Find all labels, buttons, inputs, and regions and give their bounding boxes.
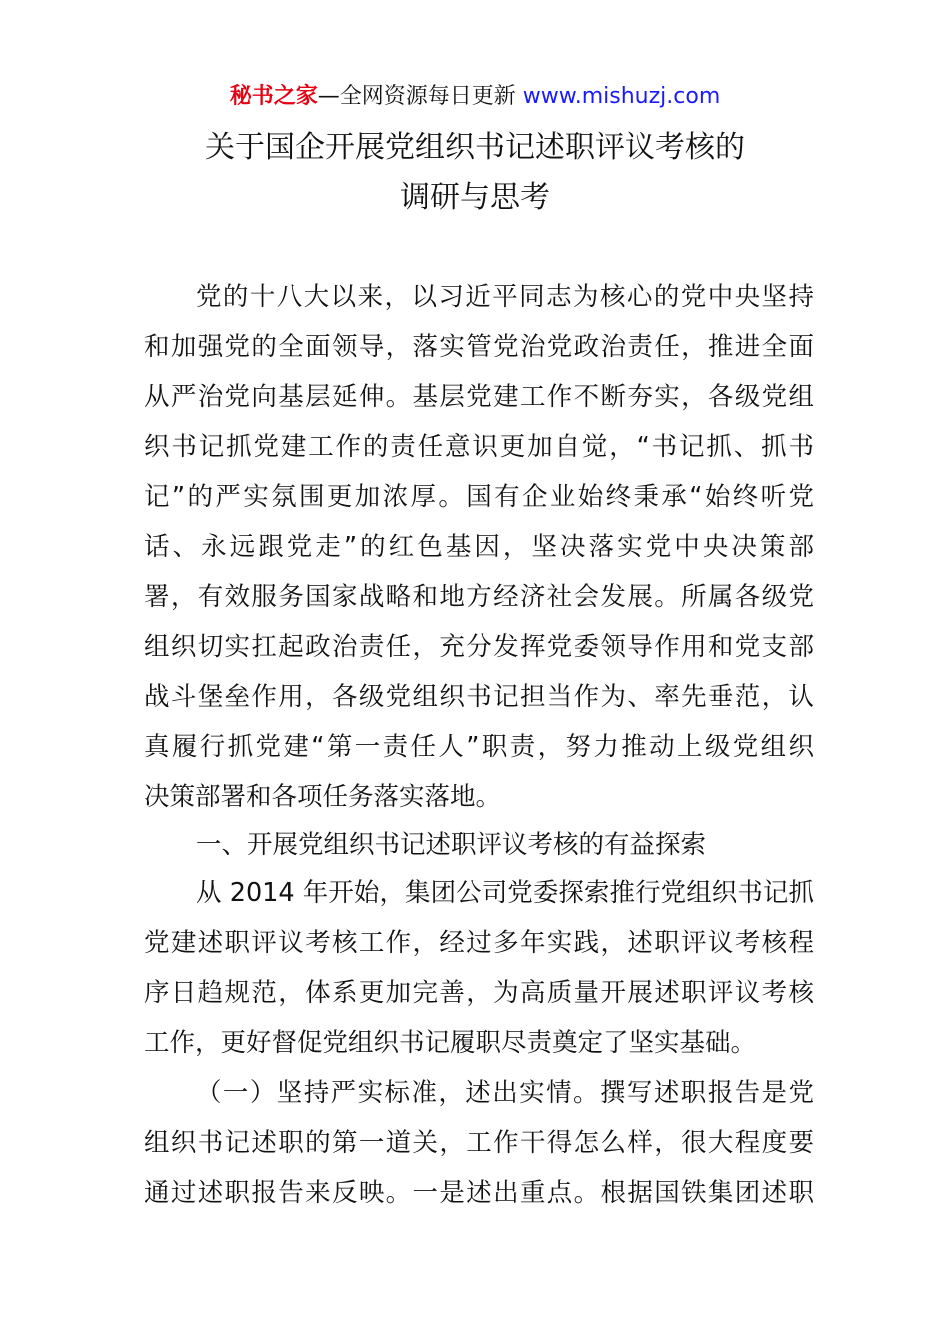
section-heading: 一、开展党组织书记述职评议考核的有益探索 bbox=[196, 830, 707, 860]
body-line: 从 2014 年开始，集团公司党委探索推行党组织书记抓 bbox=[196, 878, 814, 908]
body-line: 序日趋规范，体系更加完善，为高质量开展述职评议考核 bbox=[144, 978, 814, 1008]
body-line: 决策部署和各项任务落实落地。 bbox=[144, 782, 502, 812]
body-line: 记”的严实氛围更加浓厚。国有企业始终秉承“始终听党 bbox=[144, 482, 814, 512]
body-line: 工作，更好督促党组织书记履职尽责奠定了坚实基础。 bbox=[144, 1028, 757, 1058]
body-line: 织书记抓党建工作的责任意识更加自觉，“书记抓、抓书 bbox=[144, 432, 814, 462]
site-brand: 秘书之家 bbox=[229, 84, 318, 109]
body-line: 党建述职评议考核工作，经过多年实践，述职评议考核程 bbox=[144, 928, 814, 958]
body-line: 和加强党的全面领导，落实管党治党政治责任，推进全面 bbox=[144, 332, 814, 362]
site-tagline: —全网资源每日更新 bbox=[317, 84, 523, 109]
body-line: （一）坚持严实标准，述出实情。撰写述职报告是党 bbox=[196, 1078, 814, 1108]
body-line: 战斗堡垒作用，各级党组织书记担当作为、率先垂范，认 bbox=[144, 682, 814, 712]
document-title-line-1: 关于国企开展党组织书记述职评议考核的 bbox=[205, 130, 745, 165]
body-line: 话、永远跟党走”的红色基因，坚决落实党中央决策部 bbox=[144, 532, 814, 562]
body-line: 真履行抓党建“第一责任人”职责，努力推动上级党组织 bbox=[144, 732, 814, 762]
body-line: 从严治党向基层延伸。基层党建工作不断夯实，各级党组 bbox=[144, 382, 814, 412]
body-line: 署，有效服务国家战略和地方经济社会发展。所属各级党 bbox=[144, 582, 814, 612]
site-url[interactable]: www.mishuzj.com bbox=[522, 84, 721, 109]
site-header bbox=[0, 80, 950, 114]
body-line: 党的十八大以来，以习近平同志为核心的党中央坚持 bbox=[196, 282, 814, 312]
body-line: 组织书记述职的第一道关，工作干得怎么样，很大程度要 bbox=[144, 1128, 814, 1158]
document-title-line-2: 调研与思考 bbox=[400, 180, 550, 215]
body-line: 组织切实扛起政治责任，充分发挥党委领导作用和党支部 bbox=[144, 632, 814, 662]
body-line: 通过述职报告来反映。一是述出重点。根据国铁集团述职 bbox=[144, 1178, 814, 1208]
